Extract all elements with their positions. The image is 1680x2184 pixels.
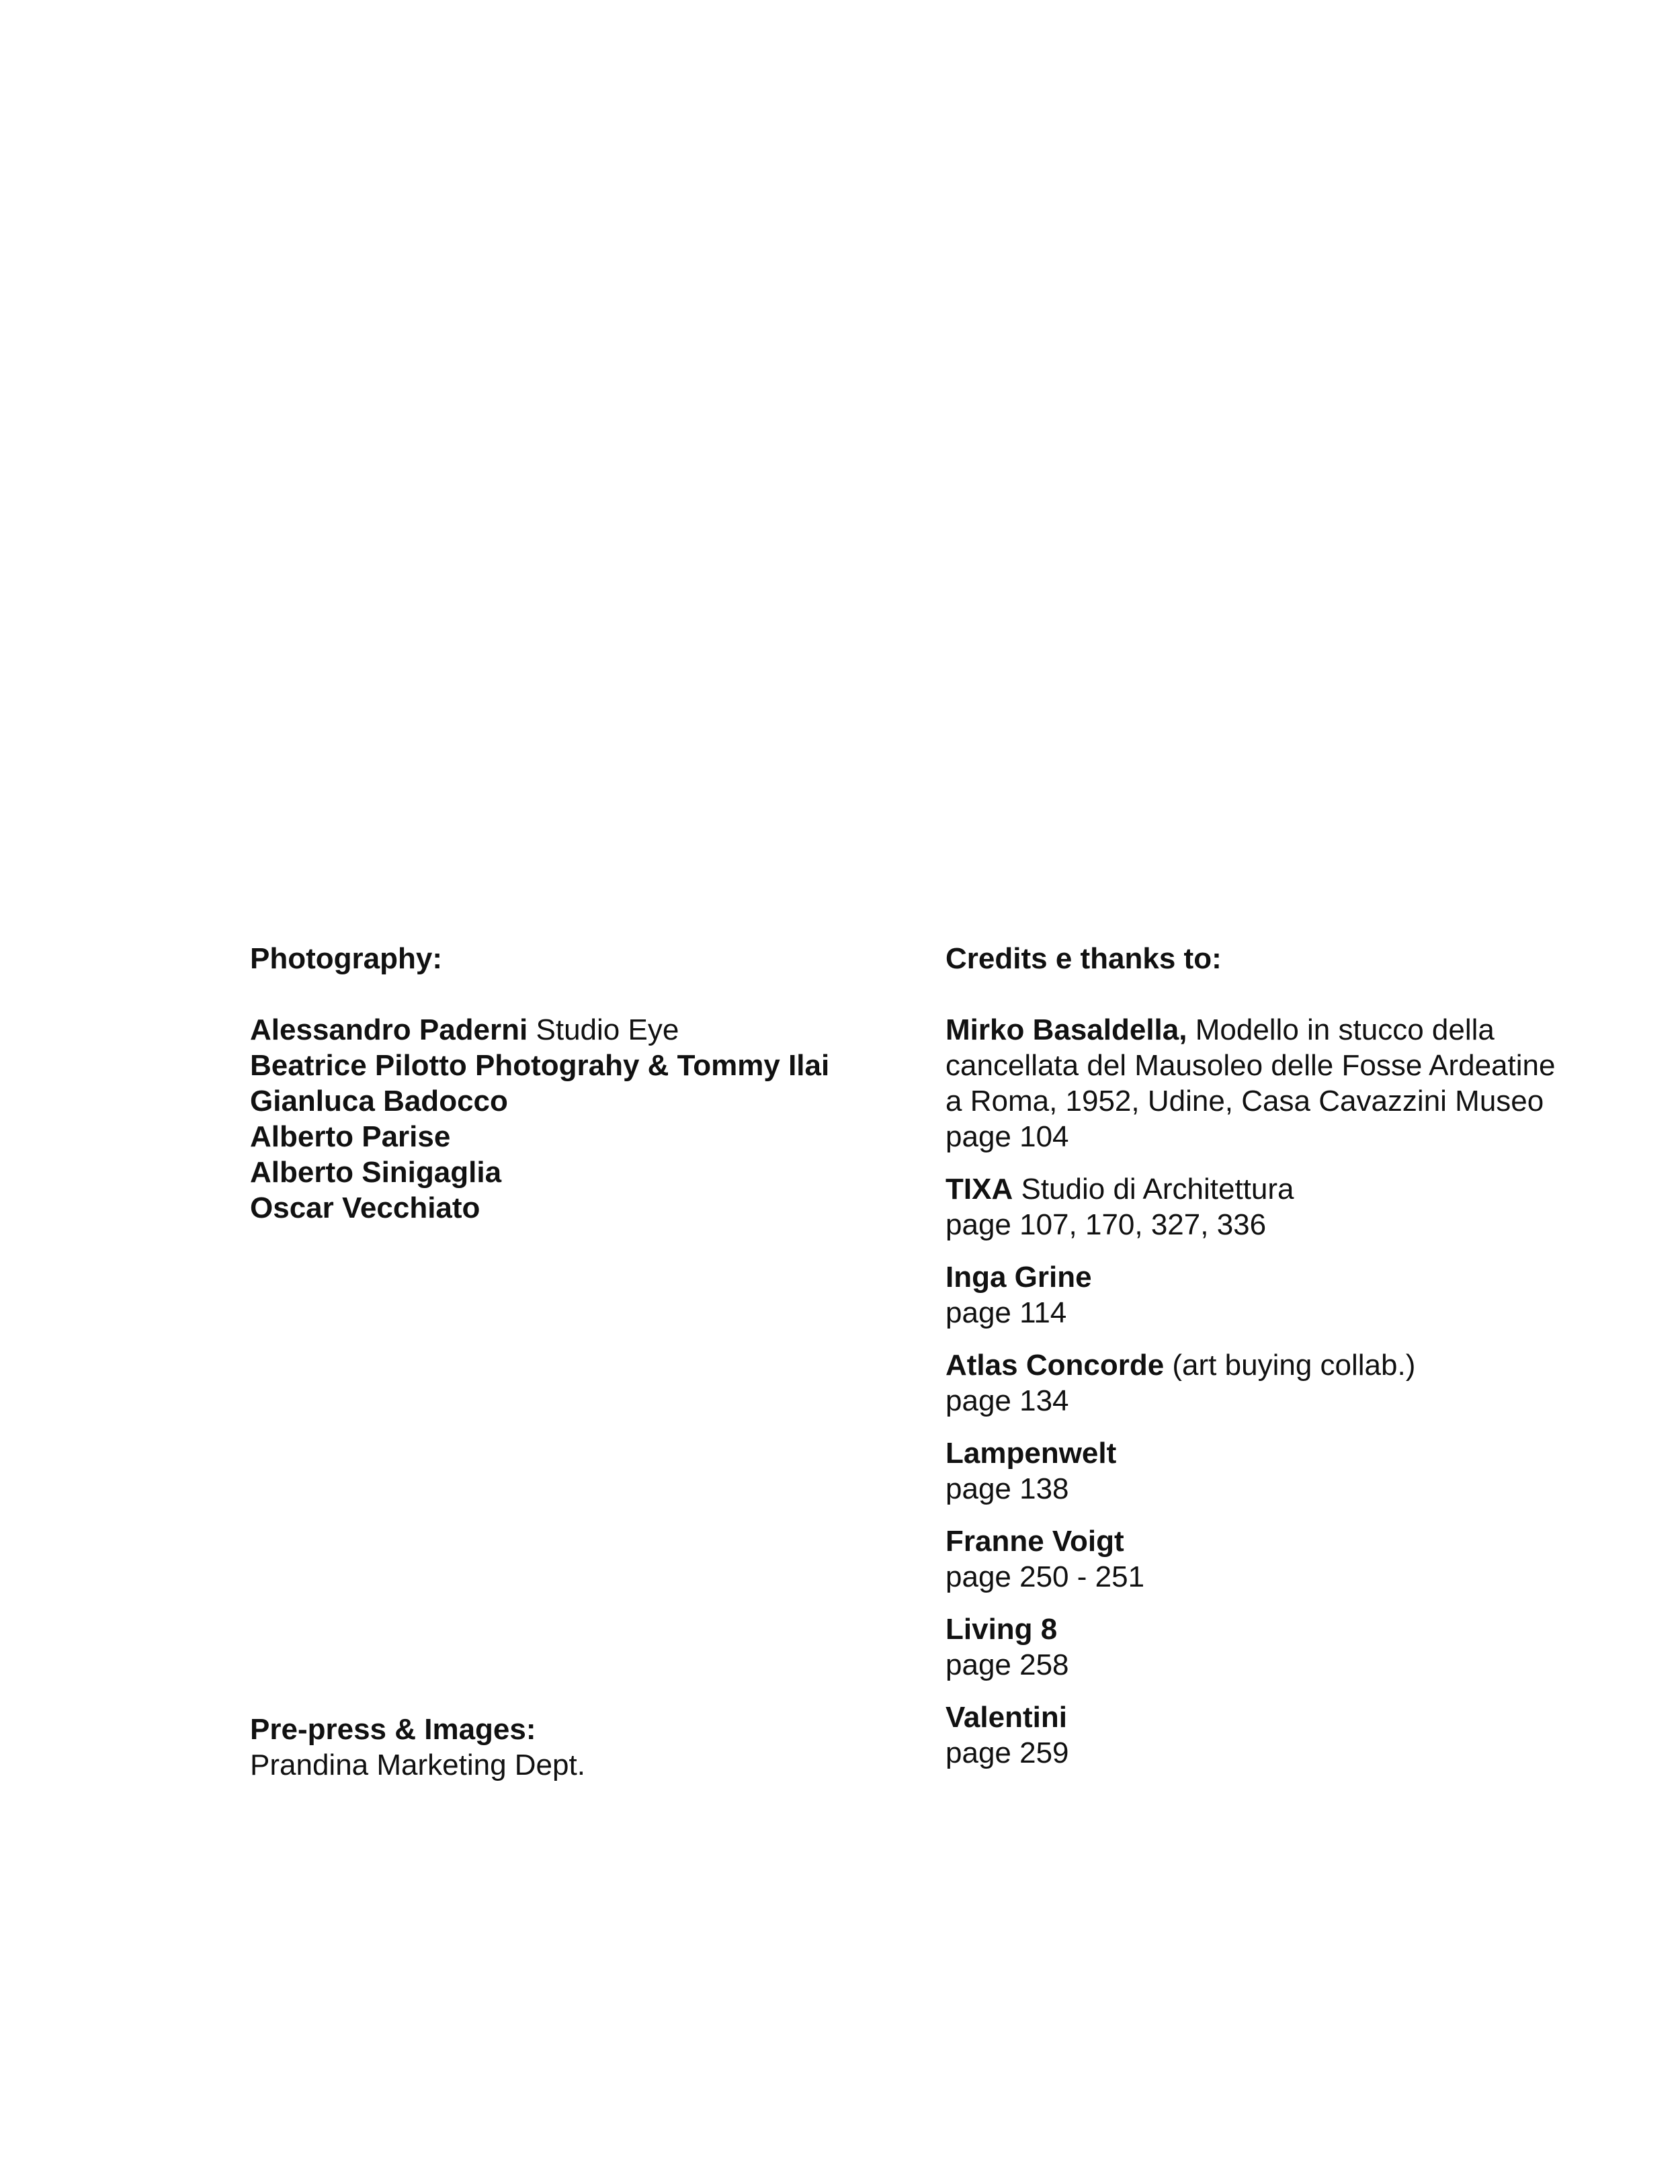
credit-entry xyxy=(946,1347,1618,1419)
photographer-name: Alessandro Paderni xyxy=(250,1013,528,1046)
photographer-entry: Gianluca Badocco xyxy=(250,1085,508,1118)
credit-name: Living 8 xyxy=(946,1613,1058,1646)
credits-heading: Credits e thanks to: xyxy=(946,942,1222,975)
credit-name: Inga Grine xyxy=(946,1261,1092,1294)
credit-name: TIXA xyxy=(946,1173,1013,1206)
credit-detail: Modello in stucco della xyxy=(1195,1013,1495,1046)
credits-list xyxy=(946,1012,1618,1771)
photographer-entry: Alberto Parise xyxy=(250,1120,451,1153)
credit-entry xyxy=(946,1435,1618,1507)
credit-page: page 250 - 251 xyxy=(946,1560,1145,1593)
photography-section xyxy=(250,941,895,1226)
credit-page: page 138 xyxy=(946,1472,1069,1505)
credits-section xyxy=(946,941,1618,1788)
credit-name: Franne Voigt xyxy=(946,1525,1124,1558)
credit-detail: (art buying collab.) xyxy=(1172,1349,1416,1382)
credit-name: Atlas Concorde xyxy=(946,1349,1165,1382)
photographer-entry: Beatrice Pilotto Photograhy & Tommy Ilai xyxy=(250,1049,830,1082)
credit-page: page 258 xyxy=(946,1648,1069,1681)
credit-entry xyxy=(946,1259,1618,1331)
credit-entry xyxy=(946,1523,1618,1595)
credit-page: page 107, 170, 327, 336 xyxy=(946,1208,1267,1241)
credit-page: page 134 xyxy=(946,1384,1069,1417)
credit-entry xyxy=(946,1699,1618,1771)
credit-entry xyxy=(946,1012,1618,1154)
credit-name: Mirko Basaldella, xyxy=(946,1013,1187,1046)
credit-page: page 114 xyxy=(946,1296,1067,1329)
prepress-value: Prandina Marketing Dept. xyxy=(250,1749,585,1781)
credit-detail-line: cancellata del Mausoleo delle Fosse Ardeatine xyxy=(946,1049,1556,1082)
credit-entry xyxy=(946,1611,1618,1683)
credit-page: page 104 xyxy=(946,1120,1069,1153)
photographer-detail: Studio Eye xyxy=(536,1013,679,1046)
photographer-entry xyxy=(250,1012,895,1048)
credit-detail: Studio di Architettura xyxy=(1021,1173,1294,1206)
credit-detail-line: a Roma, 1952, Udine, Casa Cavazzini Museo xyxy=(946,1085,1544,1118)
photography-list xyxy=(250,1012,895,1226)
photographer-entry: Oscar Vecchiato xyxy=(250,1191,480,1224)
credit-name: Valentini xyxy=(946,1701,1067,1734)
photography-heading: Photography: xyxy=(250,942,442,975)
prepress-heading: Pre-press & Images: xyxy=(250,1713,536,1746)
credit-entry xyxy=(946,1171,1618,1243)
photographer-entry: Alberto Sinigaglia xyxy=(250,1156,502,1189)
credit-name: Lampenwelt xyxy=(946,1437,1117,1470)
prepress-section xyxy=(250,1712,895,1783)
credit-page: page 259 xyxy=(946,1736,1069,1769)
